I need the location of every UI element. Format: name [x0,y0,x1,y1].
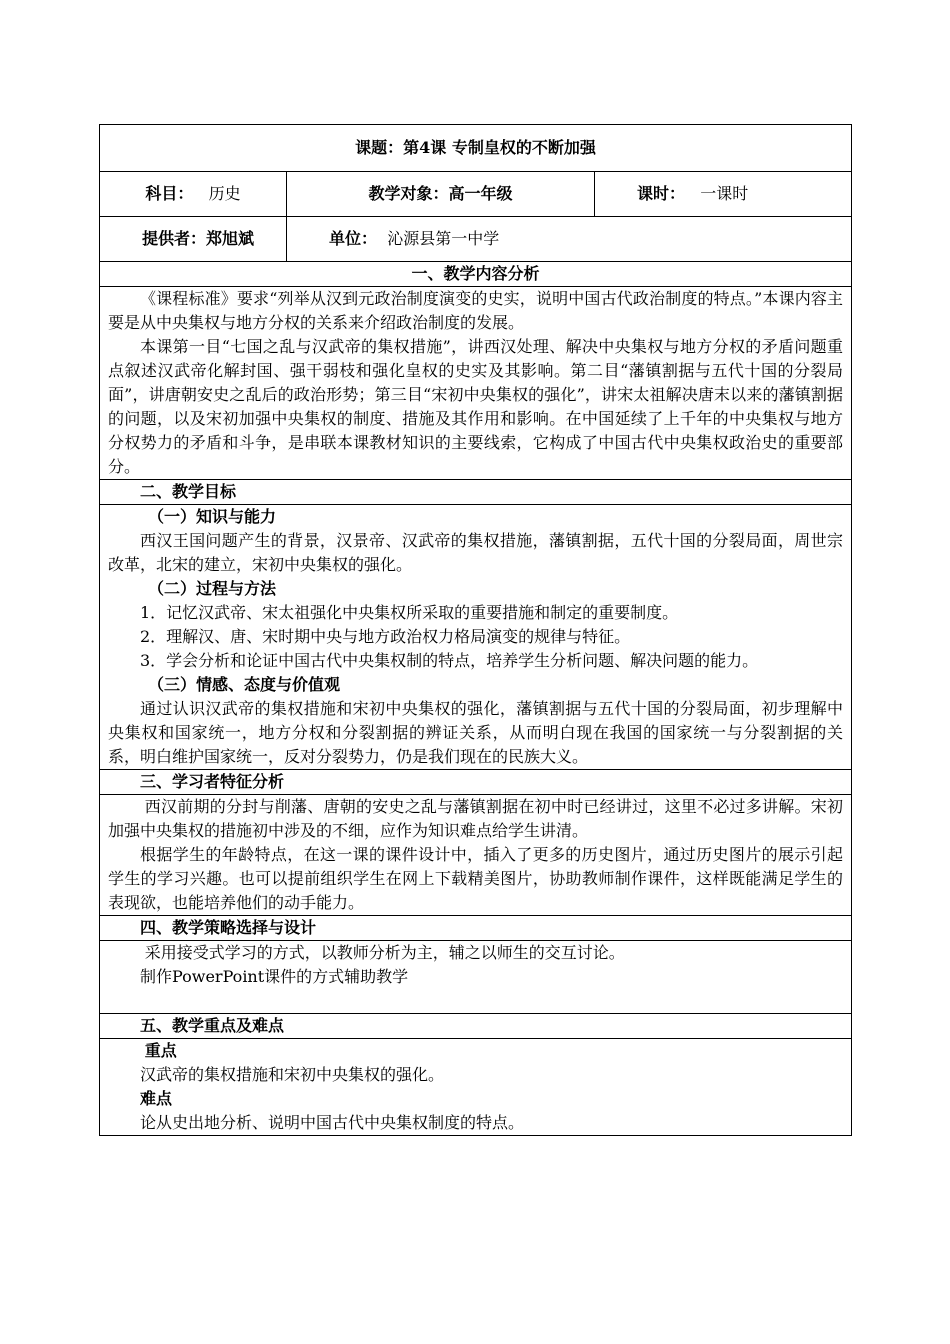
hours-cell [595,172,852,217]
subject-value: 历史 [208,184,241,203]
list-item: 1．记忆汉武帝、宋太祖强化中央集权所采取的重要措施和制定的重要制度。 [140,603,679,622]
subheading: （一）知识与能力 [148,507,277,526]
subheading: （二）过程与方法 [148,579,277,598]
provider-cell: 提供者：郑旭斌 [100,217,287,262]
subheading: （三）情感、态度与价值观 [148,675,341,694]
hours-value: 一课时 [700,184,749,203]
section5-heading: 五、教学重点及难点 [100,1014,852,1039]
section3-body [100,795,852,916]
paragraph: 采用接受式学习的方式，以教师分析为主，辅之以师生的交互讨论。 [144,943,625,962]
paragraph: 根据学生的年龄特点，在这一课的课件设计中，插入了更多的历史图片，通过历史图片的展示引起学生的学习兴趣。也可以提前组织学生在网上下载精美图片，协助教师制作课件，这样既能满足学生的表现欲，也能培养他们的动手能力。 [108,845,844,912]
paragraph: 西汉王国问题产生的背景，汉景帝、汉武帝的集权措施，藩镇割据，五代十国的分裂局面，周世宗改革，北宋的建立，宋初中央集权的强化。 [108,531,844,574]
unit-cell [287,217,852,262]
difficulty-label: 难点 [140,1089,173,1108]
section2-body [100,505,852,770]
hours-label: 课时： [637,184,686,203]
section4-body [100,941,852,1014]
paragraph: 本课第一目“七国之乱与汉武帝的集权措施”，讲西汉处理、解决中央集权与地方分权的矛盾问题重点叙述汉武帝化解封国、强干弱枝和强化皇权的史实及其影响。第二目“藩镇割据与五代十国的分裂局面”，讲唐朝安史之乱后的政治形势；第三目“宋初中央集权的强化”，讲宋太祖解决唐末以来的藩镇割据的问题，以及宋初加强中央集权的制度、措施及其作用和影响。在中国延续了上千年的中央集权与地方分权势力的矛盾和斗争，是串联本课教材知识的主要线索，它构成了中国古代中央集权政治史的重要部分。 [108,337,844,476]
paragraph: 通过认识汉武帝的集权措施和宋初中央集权的强化，藩镇割据与五代十国的分裂局面，初步理解中央集权和国家统一，地方分权和分裂割据的辨证关系，从而明白现在我国的国家统一与分裂割据的关系，明白维护国家统一，反对分裂势力，仍是我们现在的民族大义。 [108,699,844,766]
unit-label: 单位： [329,229,378,248]
subject-label: 科目： [145,184,194,203]
section3-heading: 三、学习者特征分析 [100,770,852,795]
blank-line [108,989,843,1013]
paragraph: 西汉前期的分封与削藩、唐朝的安史之乱与藩镇割据在初中时已经讲过，这里不必过多讲解。宋初加强中央集权的措施初中涉及的不细，应作为知识难点给学生讲清。 [108,797,844,840]
section4-heading: 四、教学策略选择与设计 [100,916,852,941]
key-point-text: 汉武帝的集权措施和宋初中央集权的强化。 [140,1065,445,1084]
paragraph: 制作PowerPoint课件的方式辅助教学 [140,967,409,986]
list-item: 2．理解汉、唐、宋时期中央与地方政治权力格局演变的规律与特征。 [140,627,631,646]
audience-cell: 教学对象：高一年级 [287,172,595,217]
lesson-plan-table [99,124,852,1136]
paragraph: 《课程标准》要求“列举从汉到元政治制度演变的史实，说明中国古代政治制度的特点。”本课内容主要是从中央集权与地方分权的关系来介绍政治制度的发展。 [108,289,844,332]
section1-heading: 一、教学内容分析 [100,262,852,287]
key-point-label: 重点 [144,1041,177,1060]
subject-cell [100,172,287,217]
unit-value: 沁源县第一中学 [387,229,500,248]
lesson-title: 课题：第4课 专制皇权的不断加强 [100,125,852,172]
section1-body [100,287,852,480]
difficulty-text: 论从史出地分析、说明中国古代中央集权制度的特点。 [140,1113,525,1132]
section5-body [100,1039,852,1136]
section2-heading: 二、教学目标 [100,480,852,505]
list-item: 3．学会分析和论证中国古代中央集权制的特点，培养学生分析问题、解决问题的能力。 [140,651,759,670]
